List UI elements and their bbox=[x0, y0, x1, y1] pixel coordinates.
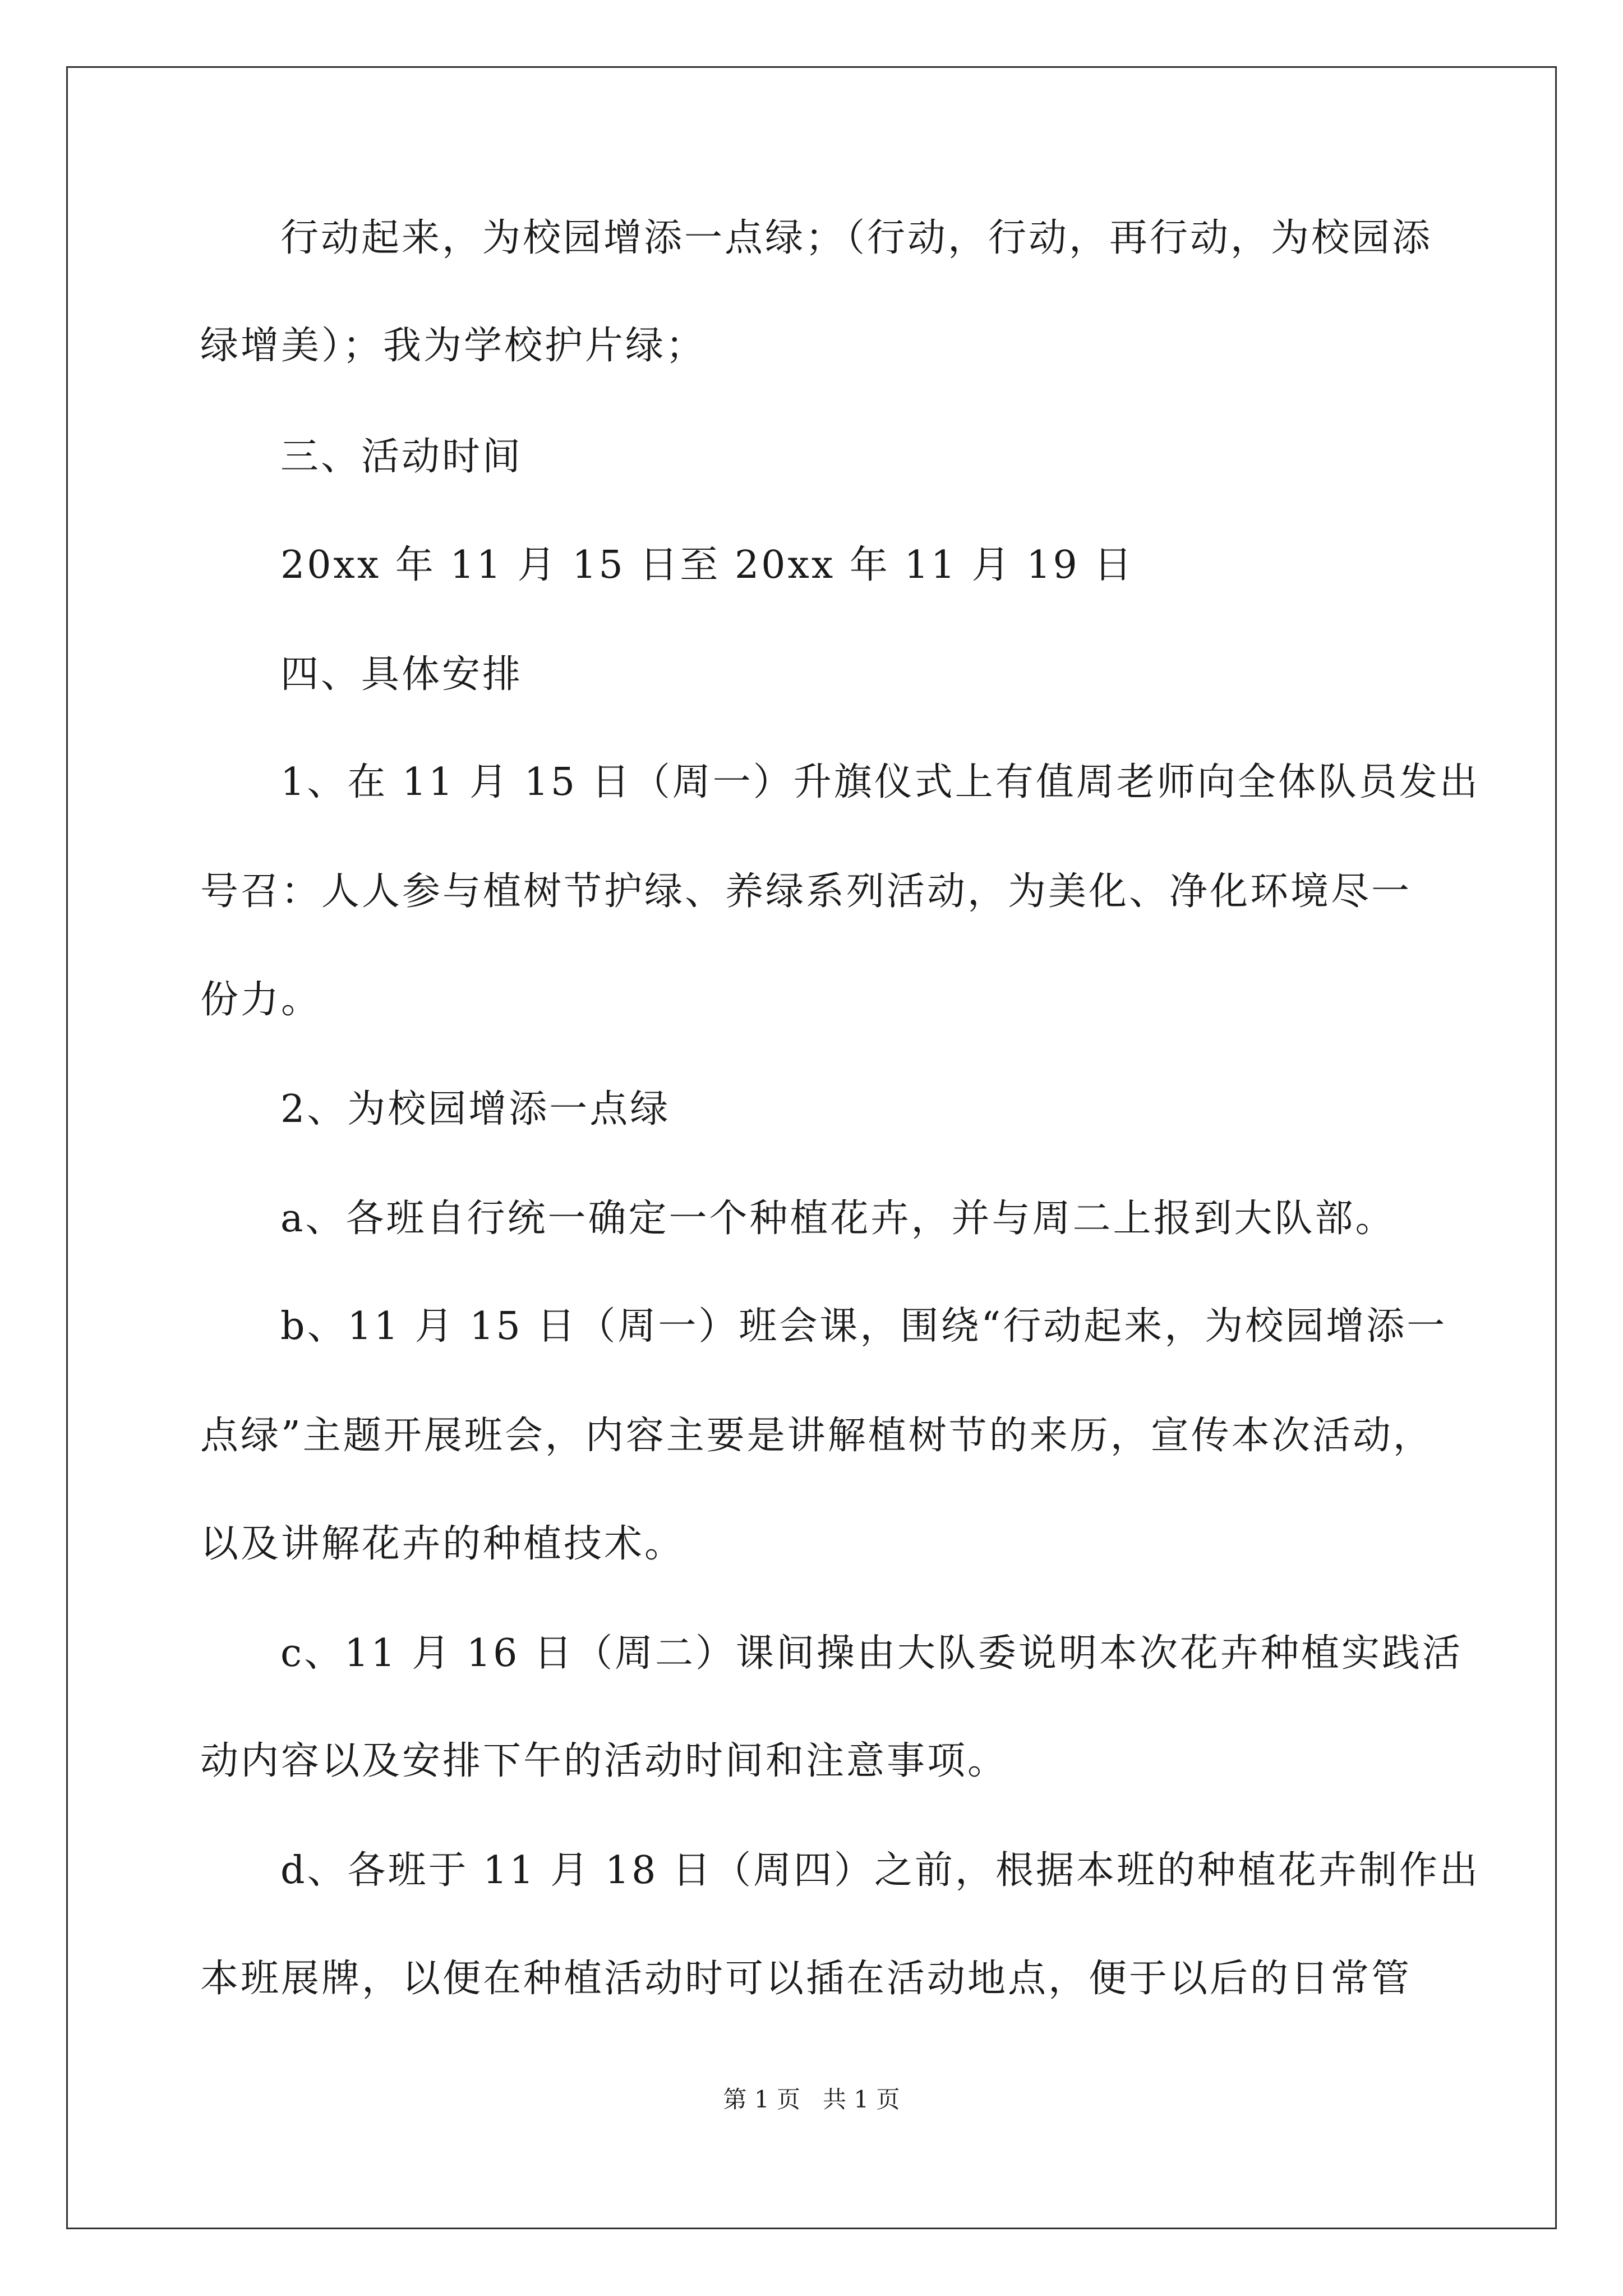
page-border bbox=[66, 66, 1557, 2229]
paragraph-line: 绿增美）；我为学校护片绿； bbox=[200, 324, 707, 368]
paragraph-line: c、11 月 16 日（周二）课间操由大队委说明本次花卉种植实践活 bbox=[280, 1631, 1463, 1676]
section-heading: 四、具体安排 bbox=[280, 652, 523, 697]
paragraph-line: a、各班自行统一确定一个种植花卉，并与周二上报到大队部。 bbox=[280, 1197, 1396, 1241]
paragraph-line: 20xx 年 11 月 15 日至 20xx 年 11 月 19 日 bbox=[280, 543, 1135, 587]
paragraph-line: d、各班于 11 月 18 日（周四）之前，根据本班的种植花卉制作出 bbox=[280, 1848, 1481, 1893]
paragraph-line: 1、在 11 月 15 日（周一）升旗仪式上有值周老师向全体队员发出 bbox=[280, 760, 1480, 804]
paragraph-line: 以及讲解花卉的种植技术。 bbox=[200, 1522, 685, 1566]
paragraph-line: 2、为校园增添一点绿 bbox=[280, 1087, 671, 1131]
paragraph-line: 动内容以及安排下午的活动时间和注意事项。 bbox=[200, 1739, 1008, 1783]
page-footer: 第 1 页 共 1 页 bbox=[723, 2086, 900, 2113]
paragraph-line: 点绿”主题开展班会，内容主要是讲解植树节的来历，宣传本次活动， bbox=[200, 1414, 1433, 1458]
section-heading: 三、活动时间 bbox=[280, 435, 523, 479]
paragraph-line: b、11 月 15 日（周一）班会课，围绕“行动起来，为校园增添一 bbox=[280, 1304, 1447, 1349]
paragraph-line: 行动起来，为校园增添一点绿；（行动，行动，再行动，为校园添 bbox=[280, 216, 1433, 260]
paragraph-line: 本班展牌，以便在种植活动时可以插在活动地点，便于以后的日常管 bbox=[200, 1957, 1412, 2001]
paragraph-line: 份力。 bbox=[200, 978, 322, 1022]
paragraph-line: 号召：人人参与植树节护绿、养绿系列活动，为美化、净化环境尽一 bbox=[200, 869, 1412, 914]
